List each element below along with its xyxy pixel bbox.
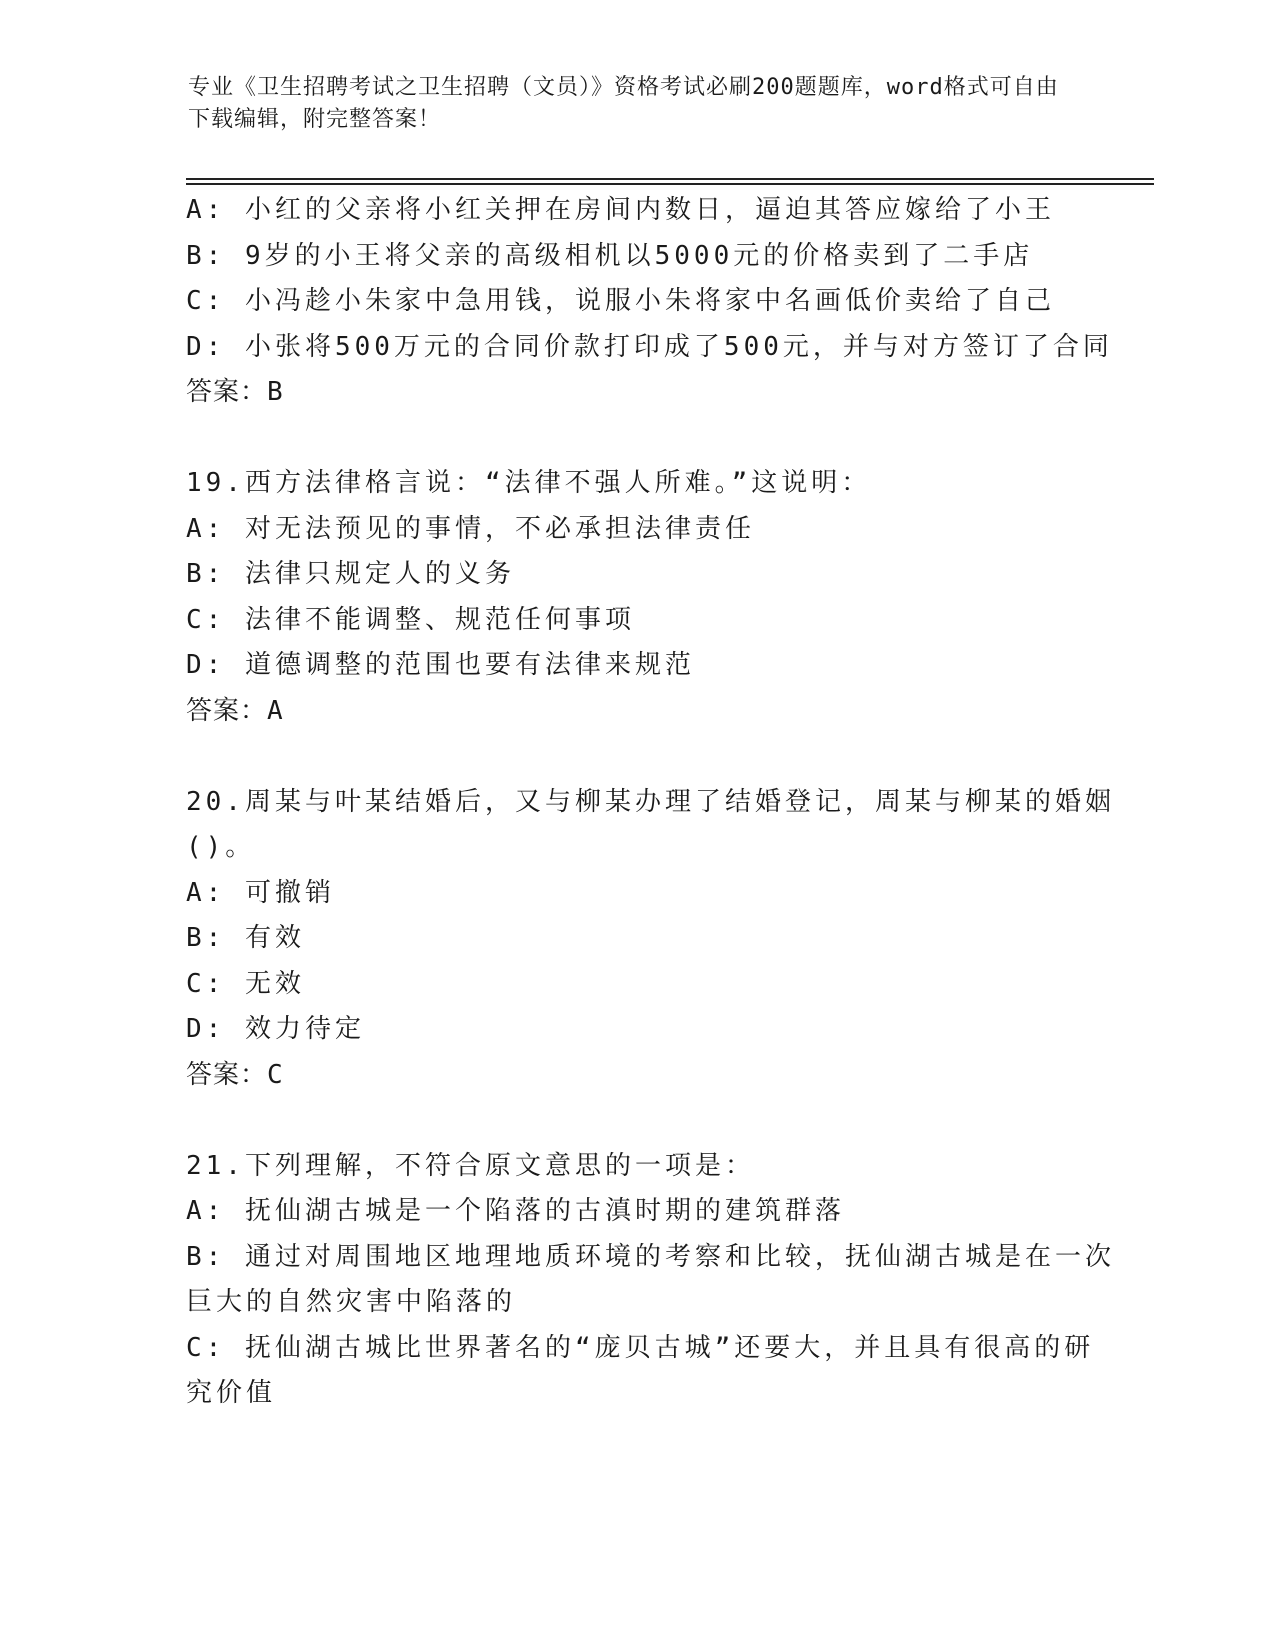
q19-answer-label: 答案：	[186, 695, 268, 726]
q20-answer	[186, 1053, 1086, 1099]
q19-option-d: D: 道德调整的范围也要有法律来规范	[186, 650, 695, 680]
q19-question: 19.西方法律格言说：“法律不强人所难。”这说明：	[186, 468, 872, 498]
header-rule-top	[186, 178, 1154, 180]
q19-option-b: B: 法律只规定人的义务	[186, 559, 515, 589]
q18-answer-label: 答案：	[186, 377, 268, 407]
q21-option-c-line2: 究价值	[186, 1378, 277, 1408]
q20-question-line2: ()。	[186, 832, 256, 862]
q18-option-d: D: 小张将500万元的合同价款打印成了500元，并与对方签订了合同	[186, 331, 1113, 362]
q20-option-d: D: 效力待定	[186, 1014, 365, 1044]
q20-option-b: B: 有效	[186, 923, 305, 953]
q20-question-line1: 20.周某与叶某结婚后，又与柳某办理了结婚登记，周某与柳某的婚姻	[186, 786, 1115, 817]
q21-option-a: A: 抚仙湖古城是一个陷落的古滇时期的建筑群落	[186, 1196, 845, 1226]
question-content	[186, 188, 1115, 1417]
q18-option-b: B: 9岁的小王将父亲的高级相机以5000元的价格卖到了二手店	[186, 240, 1034, 271]
q20-answer-value: C	[267, 1059, 284, 1090]
q21-option-c-line1: C: 抚仙湖古城比世界著名的“庞贝古城”还要大，并且具有很高的研	[186, 1332, 1095, 1363]
question-18	[186, 188, 1113, 416]
document-header: 专业《卫生招聘考试之卫生招聘（文员）》资格考试必刷200题题库，word格式可自由下载编辑，附完整答案！	[188, 75, 1059, 132]
header-rule-bottom	[186, 183, 1154, 185]
q19-answer-value: A	[267, 695, 284, 726]
q18-answer	[186, 370, 1086, 416]
q20-answer-label: 答案：	[186, 1059, 268, 1090]
q20-option-a: A: 可撤销	[186, 877, 335, 908]
q20-option-c: C: 无效	[186, 968, 305, 999]
question-20	[186, 780, 1115, 1099]
q21-question: 21.下列理解，不符合原文意思的一项是：	[186, 1150, 755, 1181]
q18-answer-value: B	[267, 377, 284, 407]
q19-answer	[186, 689, 1086, 735]
q21-option-b-line2: 巨大的自然灾害中陷落的	[186, 1287, 517, 1317]
q19-option-a: A: 对无法预见的事情，不必承担法律责任	[186, 513, 755, 544]
question-21	[186, 1144, 1115, 1417]
q18-option-c: C: 小冯趁小朱家中急用钱，说服小朱将家中名画低价卖给了自己	[186, 286, 1055, 316]
q21-option-b-line1: B: 通过对周围地区地理地质环境的考察和比较，抚仙湖古城是在一次	[186, 1241, 1115, 1272]
q18-option-a: A: 小红的父亲将小红关押在房间内数日，逼迫其答应嫁给了小王	[186, 195, 1055, 225]
q19-option-c: C: 法律不能调整、规范任何事项	[186, 604, 635, 635]
question-19	[186, 461, 1086, 734]
